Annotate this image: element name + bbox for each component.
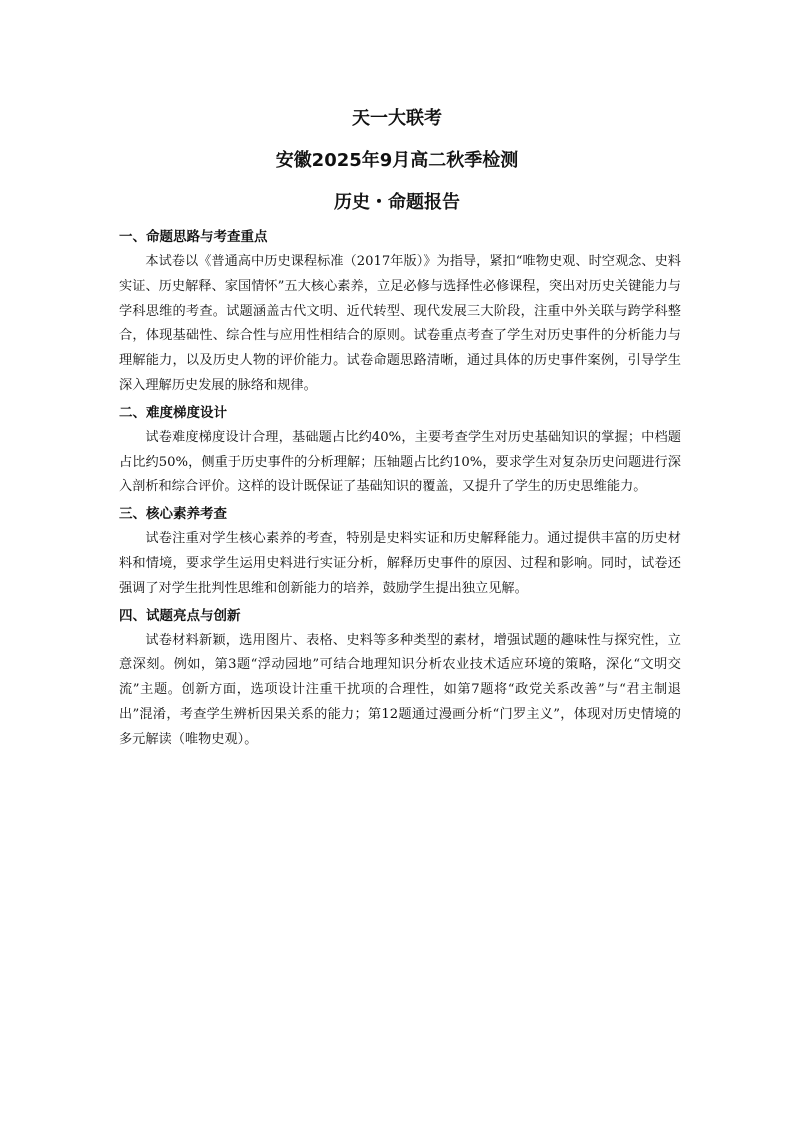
- section-highlights: [119, 605, 681, 753]
- exam-title: 安徽2025年9月高二秋季检测: [275, 150, 519, 171]
- section-literacy: [119, 503, 681, 601]
- section-approach: [119, 226, 681, 399]
- section-heading: 二、难度梯度设计: [119, 404, 227, 421]
- section-body: 试卷材料新颖，选用图片、表格、史料等多种类型的素材，增强试题的趣味性与探究性，立意深刻。例如，第3题“浮动园地”可结合地理知识分析农业技术适应环境的策略，深化“文明交流”主题。创新方面，选项设计注重干扰项的合理性，如第7题将“政党关系改善”与“君主制退出”混淆，考查学生辨析因果关系的能力；第12题通过漫画分析“门罗主义”，体现对历史情境的多元解读（唯物史观）。: [119, 632, 681, 747]
- section-heading: 三、核心素养考查: [119, 506, 227, 523]
- report-title: 历史・命题报告: [334, 192, 460, 213]
- section-difficulty: [119, 402, 681, 500]
- report-content: [119, 226, 681, 756]
- section-heading: 四、试题亮点与创新: [119, 607, 241, 624]
- section-body: 本试卷以《普通高中历史课程标准（2017年版）》为指导，紧扣“唯物史观、时空观念、史料实证、历史解释、家国情怀”五大核心素养，立足必修与选择性必修课程，突出对历史关键能力与学科思维的考查。试题涵盖古代文明、近代转型、现代发展三大阶段，注重中外关联与跨学科整合，体现基础性、综合性与应用性相结合的原则。试卷重点考查了学生对历史事件的分析能力与理解能力，以及历史人物的评价能力。试卷命题思路清晰，通过具体的历史事件案例，引导学生深入理解历史发展的脉络和规律。: [119, 254, 681, 393]
- section-body: 试卷难度梯度设计合理，基础题占比约40%，主要考查学生对历史基础知识的掌握；中档题占比约50%，侧重于历史事件的分析理解；压轴题占比约10%，要求学生对复杂历史问题进行深入剖析和综合评价。这样的设计既保证了基础知识的覆盖，又提升了学生的历史思维能力。: [119, 429, 681, 495]
- exam-org-title: 天一大联考: [352, 108, 442, 129]
- section-heading: 一、命题思路与考查重点: [119, 229, 268, 245]
- section-body: 试卷注重对学生核心素养的考查，特别是史料实证和历史解释能力。通过提供丰富的历史材料和情境，要求学生运用史料进行实证分析，解释历史事件的原因、过程和影响。同时，试卷还强调了对学生批判性思维和创新能力的培养，鼓励学生提出独立见解。: [119, 531, 681, 596]
